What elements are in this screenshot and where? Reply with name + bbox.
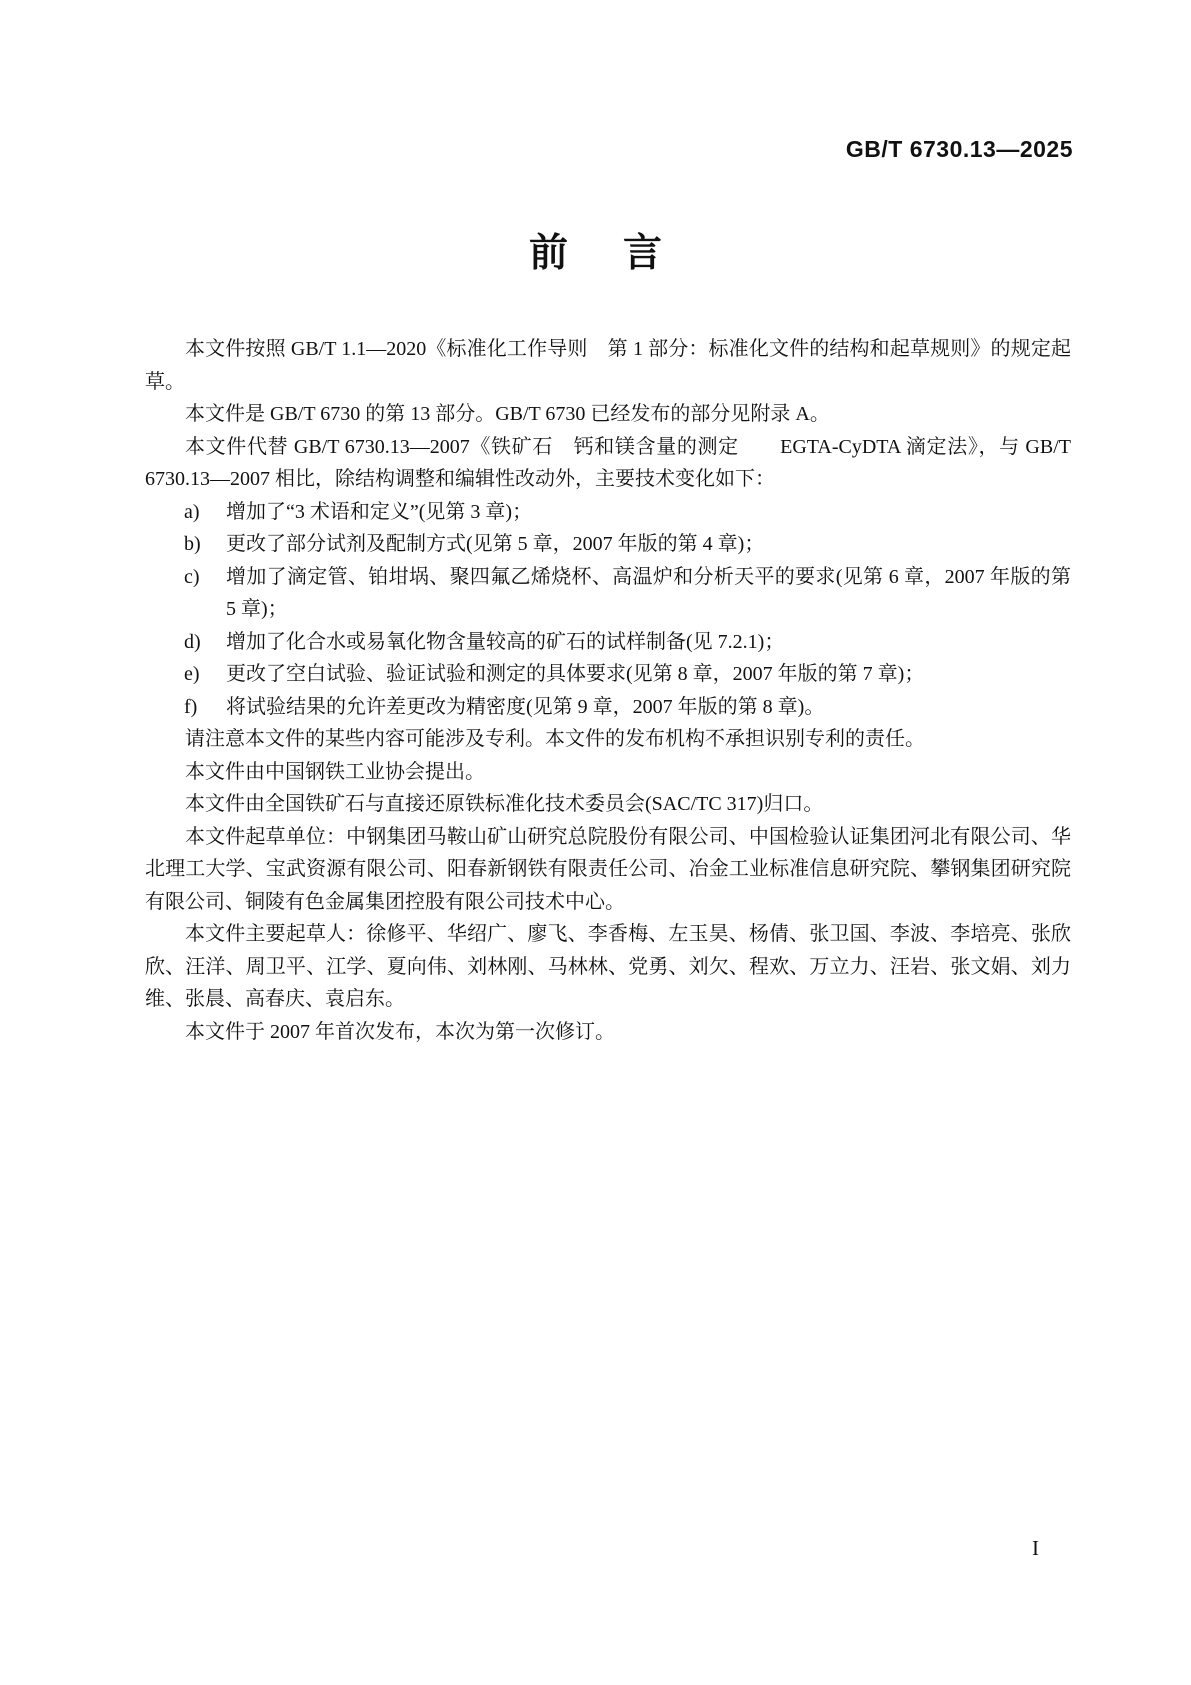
change-item-text: 增加了化合水或易氧化物含量较高的矿石的试样制备(见 7.2.1)； [226,630,785,653]
foreword-body [145,333,1071,1048]
change-item-a [145,496,1071,529]
change-item-label: a) [184,500,200,523]
foreword-patent-notice: 请注意本文件的某些内容可能涉及专利。本文件的发布机构不承担识别专利的责任。 [185,728,925,750]
change-item-text: 将试验结果的允许差更改为精密度(见第 9 章，2007 年版的第 8 章)。 [226,695,825,718]
foreword-paragraph-2: 本文件是 GB/T 6730 的第 13 部分。GB/T 6730 已经发布的部分见附录 A。 [185,403,830,425]
foreword-proposed-by: 本文件由中国钢铁工业协会提出。 [185,760,485,783]
change-item-c [145,561,1071,626]
change-item-label: b) [184,533,201,555]
change-item-label: f) [184,695,198,718]
change-item-text: 更改了部分试剂及配制方式(见第 5 章，2007 年版的第 4 章)； [226,533,765,555]
change-item-label: e) [184,663,200,685]
foreword-drafters: 本文件主要起草人：徐修平、华绍广、廖飞、李香梅、左玉昊、杨倩、张卫国、李波、李培亮、张欣欣、汪洋、周卫平、江学、夏向伟、刘林刚、马林林、党勇、刘欠、程欢、万立力、汪岩、张文娟、刘力维、张晨、高春庆、袁启东。 [145,923,1071,1010]
change-item-d [145,626,1071,659]
page-title [0,233,1191,276]
change-item-b [145,528,1071,561]
page-title-char-1: 前 [528,232,568,275]
change-item-text: 增加了滴定管、铂坩埚、聚四氟乙烯烧杯、高温炉和分析天平的要求(见第 6 章，2007 年版的第 5 章)； [226,565,1071,620]
change-item-text: 增加了“3 术语和定义”(见第 3 章)； [226,500,533,523]
change-item-text: 更改了空白试验、验证试验和测定的具体要求(见第 8 章，2007 年版的第 7 章)； [226,663,925,685]
foreword-drafting-organizations: 本文件起草单位：中钢集团马鞍山矿山研究总院股份有限公司、中国检验认证集团河北有限公司、华北理工大学、宝武资源有限公司、阳春新钢铁有限责任公司、冶金工业标准信息研究院、攀钢集团研究院有限公司、铜陵有色金属集团控股有限公司技术中心。 [145,825,1071,913]
foreword-revision-history: 本文件于 2007 年首次发布，本次为第一次修订。 [185,1020,615,1043]
page-title-char-2: 言 [623,232,663,275]
foreword-paragraph-3: 本文件代替 GB/T 6730.13—2007《铁矿石 钙和镁含量的测定 EGTA-CyDTA 滴定法》，与 GB/T 6730.13—2007 相比，除结构调整和编辑性改动外，主要技术变化如下： [145,435,1071,490]
change-item-label: c) [184,565,200,588]
change-item-label: d) [184,630,201,653]
foreword-paragraph-1: 本文件按照 GB/T 1.1—2020《标准化工作导则 第 1 部分：标准化文件的结构和起草规则》的规定起草。 [145,338,1071,393]
foreword-committee: 本文件由全国铁矿石与直接还原铁标准化技术委员会(SAC/TC 317)归口。 [185,793,824,815]
change-item-f [145,691,1071,724]
change-item-e [145,658,1071,691]
page-number: I [1032,1536,1039,1560]
technical-changes-list [145,496,1071,724]
standard-number: GB/T 6730.13—2025 [845,136,1073,162]
